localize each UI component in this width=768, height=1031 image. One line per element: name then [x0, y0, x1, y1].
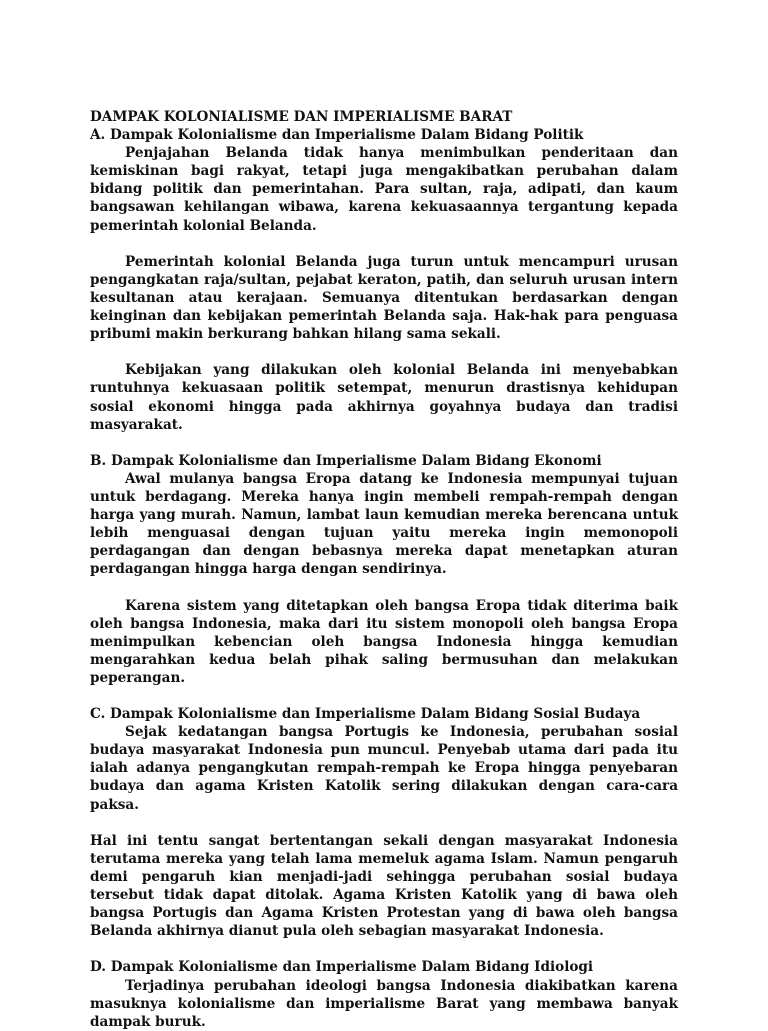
paragraph-spacer: [90, 434, 678, 452]
paragraph-spacer: [90, 940, 678, 958]
document-page: [90, 108, 678, 1031]
section-heading-politik: A. Dampak Kolonialisme dan Imperialisme Dalam Bidang Politik: [90, 127, 584, 144]
paragraph: Karena sistem yang ditetapkan oleh bangsa Eropa tidak diterima baik oleh bangsa Indonesia, maka dari itu sistem monopoli oleh bangsa Eropa menimpulkan kebencian oleh bangsa Indonesia hingga kemudian mengarahkan kedua belah pihak saling bermusuhan dan melakukan peperangan.: [90, 597, 678, 686]
section-heading-sosial-budaya: C. Dampak Kolonialisme dan Imperialisme Dalam Bidang Sosial Budaya: [90, 706, 641, 723]
paragraph: Sejak kedatangan bangsa Portugis ke Indonesia, perubahan sosial budaya masyarakat Indonesia pun muncul. Penyebab utama dari pada itu ialah adanya pengangkutan rempah-rempah ke Eropa hingga penyebaran budaya dan agama Kristen Katolik sering dilakukan dengan cara-cara paksa.: [90, 724, 678, 813]
paragraph: Hal ini tentu sangat bertentangan sekali dengan masyarakat Indonesia terutama mereka yang telah lama memeluk agama Islam. Namun pengaruh demi pengaruh kian menjadi-jadi sehingga perubahan sosial budaya tersebut tidak dapat ditolak. Agama Kristen Katolik yang di bawa oleh bangsa Portugis dan Agama Kristen Protestan yang di bawa oleh bangsa Belanda akhirnya dianut pula oleh sebagian masyarakat Indonesia.: [90, 832, 678, 940]
section-heading-ekonomi: B. Dampak Kolonialisme dan Imperialisme Dalam Bidang Ekonomi: [90, 452, 602, 469]
paragraph: Penjajahan Belanda tidak hanya menimbulkan penderitaan dan kemiskinan bagi rakyat, tetapi juga mengakibatkan perubahan dalam bidang politik dan pemerintahan. Para sultan, raja, adipati, dan kaum bangsawan kehilangan wibawa, karena kekuasaannya tergantung kepada pemerintah kolonial Belanda.: [90, 145, 678, 234]
section-heading-idiologi: D. Dampak Kolonialisme dan Imperialisme Dalam Bidang Idiologi: [90, 959, 594, 976]
paragraph: Pemerintah kolonial Belanda juga turun untuk mencampuri urusan pengangkatan raja/sultan, pejabat keraton, patih, dan seluruh urusan intern kesultanan atau kerajaan. Semuanya ditentukan berdasarkan dengan keinginan dan kebijakan pemerintah Belanda saja. Hak-hak para penguasa pribumi makin berkurang bahkan hilang sama sekali.: [90, 253, 678, 343]
paragraph-spacer: [90, 235, 678, 253]
paragraph-spacer: [90, 343, 678, 361]
paragraph-spacer: [90, 687, 678, 705]
document-title: DAMPAK KOLONIALISME DAN IMPERIALISME BARAT: [90, 109, 513, 125]
paragraph-spacer: [90, 578, 678, 596]
paragraph: Kebijakan yang dilakukan oleh kolonial Belanda ini menyebabkan runtuhnya kekuasaan politik setempat, menurun drastisnya kehidupan sosial ekonomi hingga pada akhirnya goyahnya budaya dan tradisi masyarakat.: [90, 362, 678, 433]
paragraph-spacer: [90, 814, 678, 832]
paragraph: Terjadinya perubahan ideologi bangsa Indonesia diakibatkan karena masuknya kolonialisme dan imperialisme Barat yang membawa banyak dampak buruk.: [90, 977, 678, 1030]
paragraph: Awal mulanya bangsa Eropa datang ke Indonesia mempunyai tujuan untuk berdagang. Mereka hanya ingin membeli rempah-rempah dengan harga yang murah. Namun, lambat laun kemudian mereka berencana untuk lebih menguasai dengan tujuan yaitu mereka ingin memonopoli perdagangan dan dengan bebasnya mereka dapat menetapkan aturan perdagangan hingga harga dengan sendirinya.: [90, 470, 678, 578]
